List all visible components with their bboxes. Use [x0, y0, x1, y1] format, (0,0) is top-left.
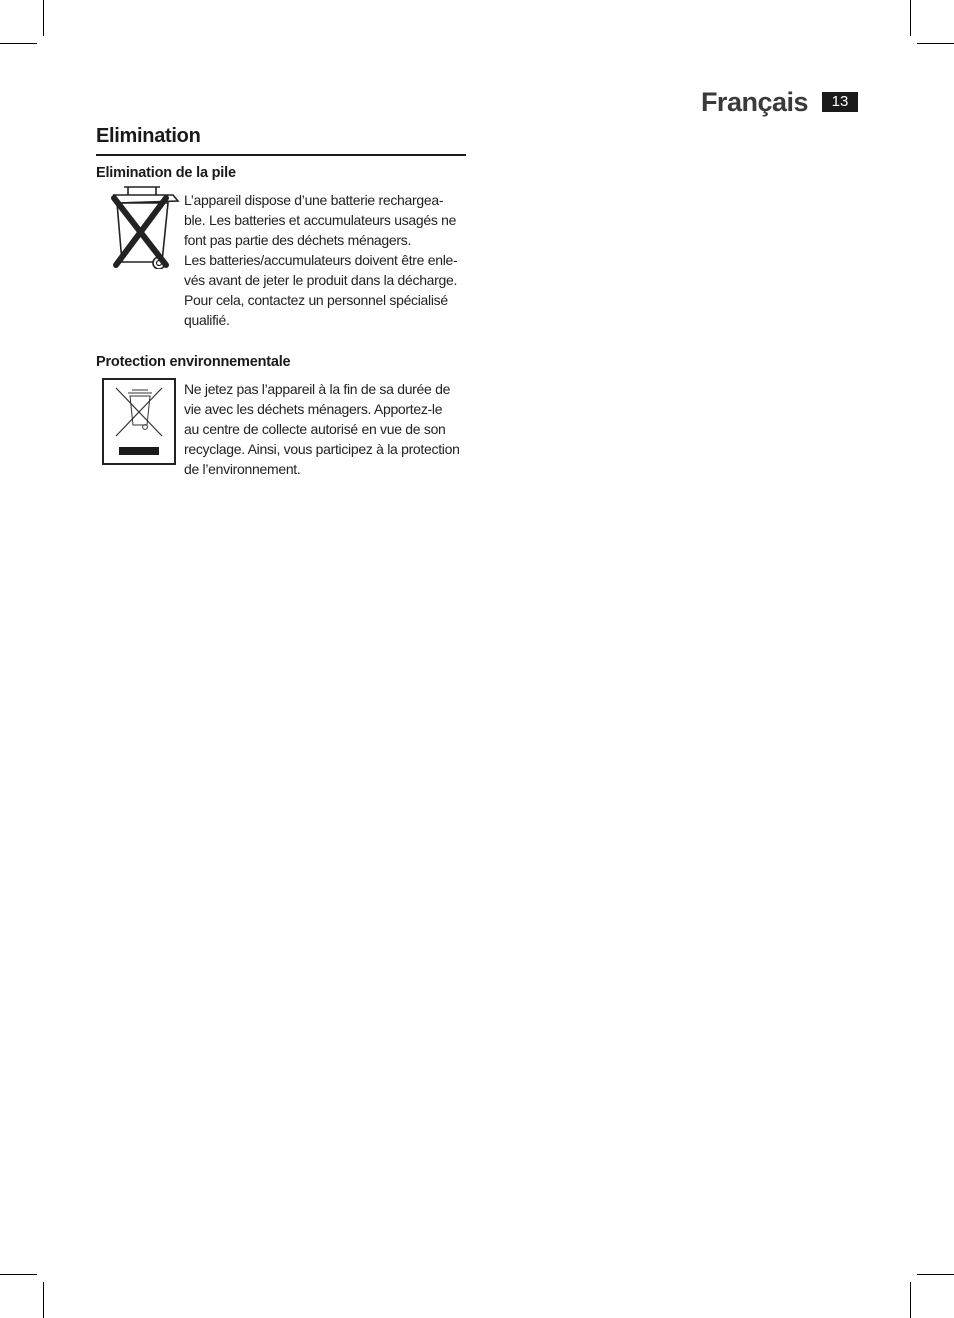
crop-mark-bottom-left-horizontal	[0, 1274, 37, 1275]
crop-mark-top-right-vertical	[910, 0, 911, 36]
content-column	[96, 122, 466, 479]
environmental-protection-title: Protection environnementale	[96, 354, 291, 370]
environmental-protection-text: Ne jetez pas l’appareil à la fin de sa durée de vie avec les déchets ménagers. Apportez-le au centre de collecte autorisé en vue de son recyclage. Ainsi, vous participez à la protection de l’environnement.	[184, 381, 460, 477]
crop-mark-top-right-horizontal	[917, 43, 954, 44]
battery-disposal-title: Elimination de la pile	[96, 165, 236, 181]
battery-disposal-item	[96, 190, 466, 330]
language-header	[701, 84, 858, 120]
crop-mark-bottom-left-vertical	[43, 1282, 44, 1318]
page-number: 13	[822, 92, 858, 112]
battery-disposal-text: L’appareil dispose d’une batterie rechargea- ble. Les batteries et accumulateurs usagés ne font pas partie des déchets ménagers. Les batteries/accumulateurs doivent être enle- vés avant de jeter le produit dans la décharge. Pour cela, contactez un personnel spécialisé qualifié.	[184, 192, 458, 328]
language-title: Français	[700, 87, 808, 117]
crop-mark-top-left-horizontal	[0, 43, 37, 44]
crop-mark-bottom-right-vertical	[910, 1282, 911, 1318]
crossed-out-wheelie-bin-icon	[96, 190, 184, 330]
environmental-protection-item	[96, 379, 466, 479]
section-title: Elimination	[96, 122, 466, 156]
weee-crossed-bin-icon	[96, 379, 184, 479]
crop-mark-bottom-right-horizontal	[917, 1274, 954, 1275]
crop-mark-top-left-vertical	[43, 0, 44, 36]
